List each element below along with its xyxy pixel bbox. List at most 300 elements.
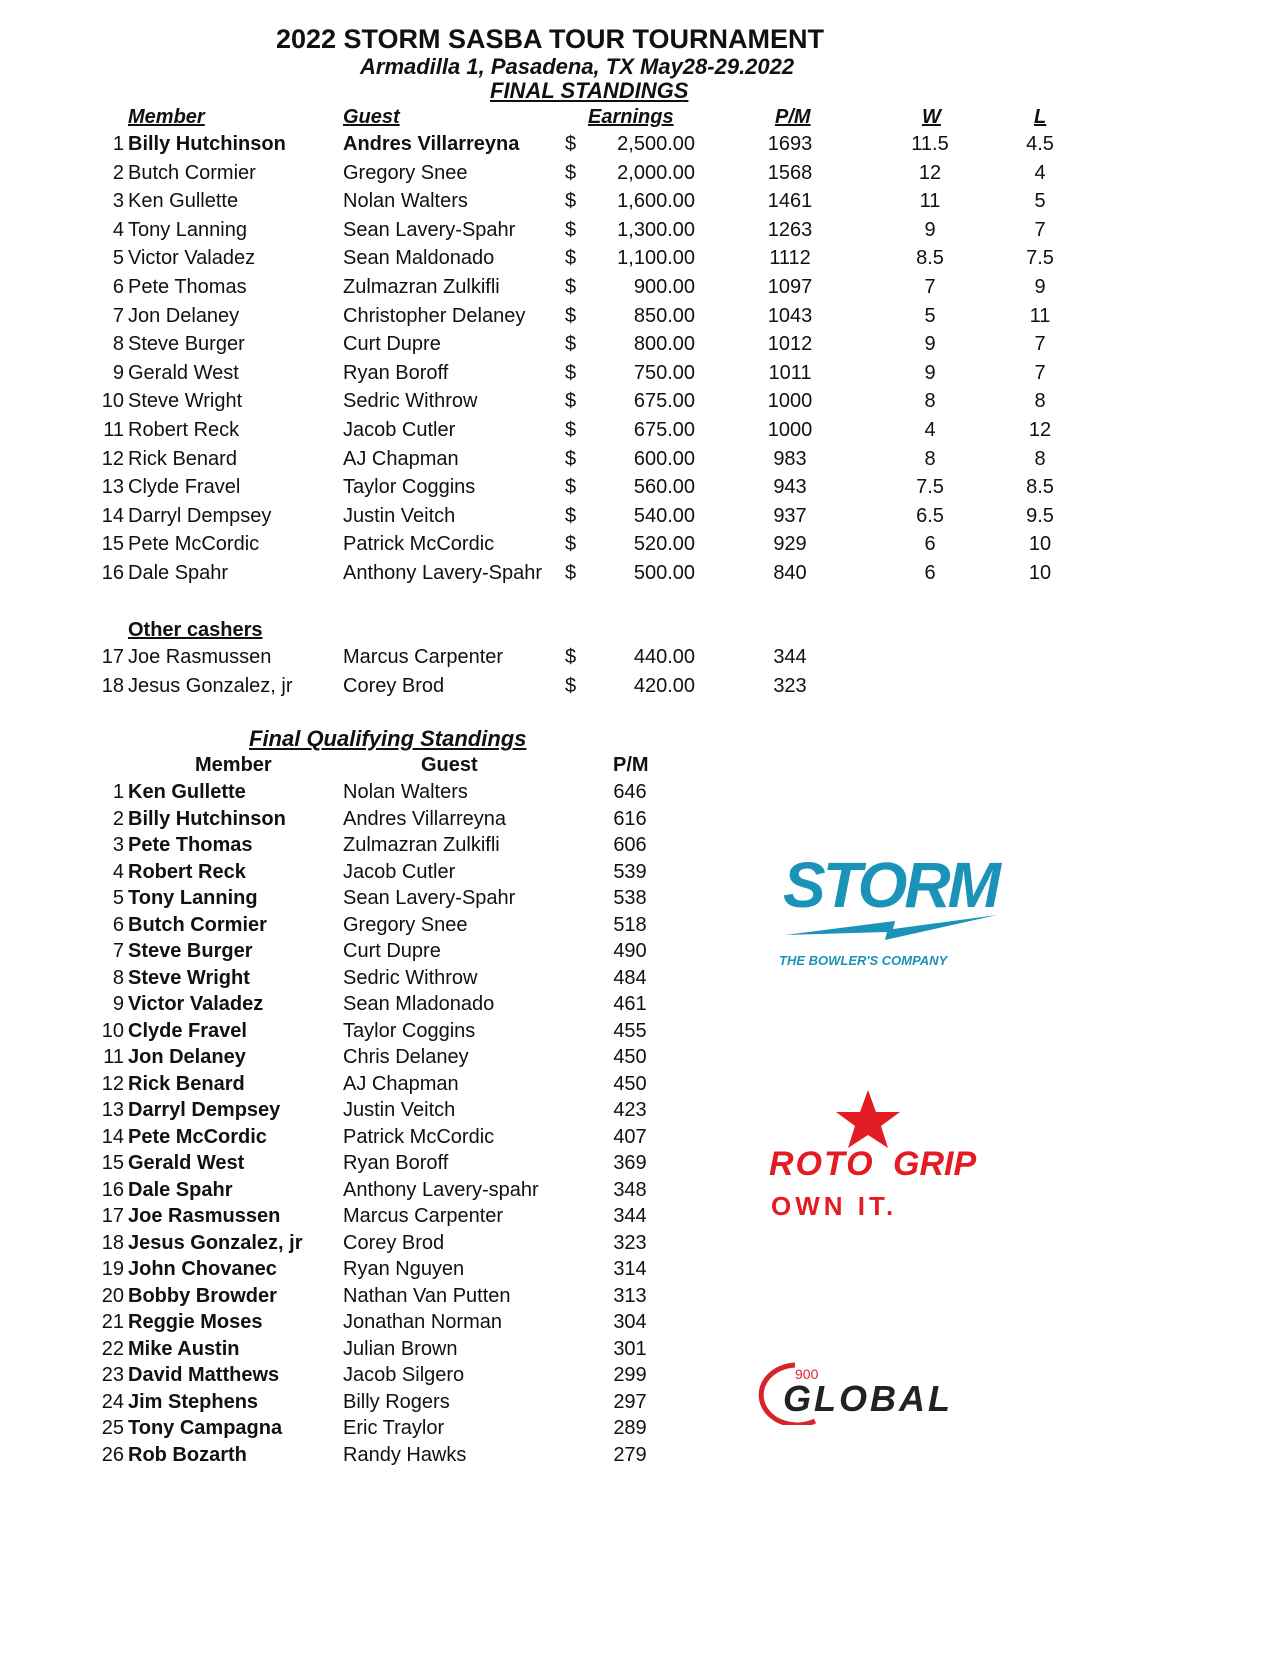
losses-cell: 5 <box>1034 190 1046 213</box>
global900-logo <box>755 1355 1055 1425</box>
pm-cell: 929 <box>773 533 807 556</box>
wins-cell: 5 <box>924 304 936 327</box>
rank-cell: 9 <box>112 361 124 384</box>
q-col-header-member: Member <box>195 754 272 776</box>
losses-cell: 8 <box>1034 447 1046 470</box>
pm-cell: 348 <box>613 1178 647 1201</box>
guest-cell: Julian Brown <box>343 1337 458 1360</box>
table-row <box>0 1152 700 1178</box>
wins-cell: 8 <box>924 447 936 470</box>
pm-cell: 1693 <box>767 133 813 155</box>
pm-cell: 606 <box>613 834 647 856</box>
global900-logo-graphic <box>755 1355 1055 1425</box>
member-cell: Pete Thomas <box>128 276 247 298</box>
pm-cell: 423 <box>613 1099 647 1121</box>
member-cell: Jesus Gonzalez, jr <box>128 1231 303 1254</box>
rank-cell: 21 <box>101 1311 124 1333</box>
pm-cell: 1568 <box>767 161 813 184</box>
storm-logo-graphic <box>775 845 1015 975</box>
guest-cell: Sean Mladonado <box>343 993 495 1015</box>
table-row <box>0 247 1276 275</box>
member-cell: Robert Reck <box>128 419 240 441</box>
guest-cell: Jacob Silgero <box>343 1364 465 1386</box>
table-row <box>0 390 1276 418</box>
table-row <box>0 1444 700 1470</box>
table-row <box>0 1338 700 1364</box>
rank-cell: 4 <box>112 218 124 241</box>
table-row <box>0 967 700 993</box>
member-cell: Pete McCordic <box>128 1125 267 1148</box>
table-row <box>0 1258 700 1284</box>
table-row <box>0 887 700 913</box>
member-cell: Steve Burger <box>128 940 253 962</box>
losses-cell: 7 <box>1034 333 1046 356</box>
pm-cell: 289 <box>613 1417 647 1439</box>
member-cell: Jim Stephens <box>128 1390 259 1413</box>
member-cell: Ken Gullette <box>128 190 239 213</box>
guest-cell: Christopher Delaney <box>343 304 526 327</box>
pm-cell: 1000 <box>767 419 813 441</box>
q-col-header-guest: Guest <box>421 754 478 776</box>
member-cell: Reggie Moses <box>128 1311 263 1333</box>
pm-cell: 407 <box>613 1125 647 1148</box>
pm-cell: 344 <box>613 1205 647 1227</box>
losses-cell: 7.5 <box>1026 247 1054 270</box>
rank-cell: 25 <box>101 1417 124 1439</box>
earnings-cell: 560.00 <box>633 476 695 499</box>
table-row <box>0 1311 700 1337</box>
guest-cell: Nathan Van Putten <box>343 1284 511 1307</box>
earnings-cell: 1,600.00 <box>617 190 695 213</box>
rank-cell: 6 <box>112 276 124 298</box>
member-cell: Steve Wright <box>128 966 250 989</box>
storm-logo <box>775 845 1015 975</box>
table-row <box>0 861 700 887</box>
dollar-sign: $ <box>565 419 577 441</box>
dollar-sign: $ <box>565 276 577 298</box>
rank-cell: 16 <box>101 562 124 584</box>
guest-cell: Curt Dupre <box>343 940 441 962</box>
table-row <box>0 333 1276 361</box>
pm-cell: 369 <box>613 1152 647 1174</box>
guest-cell: Ryan Boroff <box>343 1152 449 1174</box>
member-cell: Billy Hutchinson <box>128 807 286 830</box>
member-cell: Rob Bozarth <box>128 1443 247 1466</box>
member-cell: Joe Rasmussen <box>128 1205 281 1227</box>
rank-cell: 13 <box>101 1099 124 1121</box>
member-cell: Clyde Fravel <box>128 1019 247 1042</box>
rotogrip-line2: GRIP <box>893 1145 977 1183</box>
table-row <box>0 190 1276 218</box>
dollar-sign: $ <box>565 562 577 584</box>
losses-cell: 9.5 <box>1026 504 1054 527</box>
losses-cell: 11 <box>1029 304 1051 327</box>
pm-cell: 1112 <box>769 247 811 270</box>
losses-cell: 4 <box>1034 161 1046 184</box>
table-row <box>0 305 1276 333</box>
losses-cell: 7 <box>1034 361 1046 384</box>
guest-cell: Patrick McCordic <box>343 533 495 556</box>
guest-cell: Anthony Lavery-Spahr <box>343 562 543 584</box>
table-row <box>0 808 700 834</box>
losses-cell: 8 <box>1034 390 1046 413</box>
member-cell: Tony Lanning <box>128 218 247 241</box>
pm-cell: 1263 <box>767 218 813 241</box>
member-cell: Victor Valadez <box>128 993 264 1015</box>
table-row <box>0 1285 700 1311</box>
guest-cell: AJ Chapman <box>343 1072 459 1095</box>
document-title: 2022 STORM SASBA TOUR TOURNAMENT <box>275 24 825 54</box>
member-cell: Ken Gullette <box>128 781 246 803</box>
earnings-cell: 2,000.00 <box>617 161 695 184</box>
guest-cell: Sedric Withrow <box>343 966 478 989</box>
member-cell: David Matthews <box>128 1364 280 1386</box>
table-row <box>0 914 700 940</box>
pm-cell: 539 <box>613 860 647 883</box>
pm-cell: 1461 <box>767 190 813 213</box>
table-row <box>0 646 1276 674</box>
col-header-l: L <box>1034 106 1047 128</box>
table-row <box>0 834 700 860</box>
pm-cell: 1097 <box>767 276 813 298</box>
pm-cell: 1000 <box>767 390 813 413</box>
dollar-sign: $ <box>565 674 577 697</box>
dollar-sign: $ <box>565 361 577 384</box>
earnings-cell: 500.00 <box>633 562 695 584</box>
losses-cell: 7 <box>1034 218 1046 241</box>
wins-cell: 8 <box>924 390 936 413</box>
dollar-sign: $ <box>565 333 577 356</box>
guest-cell: Chris Delaney <box>343 1046 469 1068</box>
table-row <box>0 1099 700 1125</box>
q-col-header-pm: P/M <box>613 754 649 776</box>
guest-cell: Eric Traylor <box>343 1417 445 1439</box>
rank-cell: 15 <box>101 1152 124 1174</box>
member-cell: Clyde Fravel <box>128 476 241 499</box>
rank-cell: 12 <box>101 1072 124 1095</box>
member-cell: Darryl Dempsey <box>128 504 272 527</box>
member-cell: Tony Campagna <box>128 1417 283 1439</box>
dollar-sign: $ <box>565 533 577 556</box>
pm-cell: 943 <box>773 476 807 499</box>
wins-cell: 7 <box>924 276 936 298</box>
member-cell: Jon Delaney <box>128 1046 246 1068</box>
member-cell: Victor Valadez <box>128 247 256 270</box>
earnings-cell: 750.00 <box>633 361 695 384</box>
rank-cell: 11 <box>103 1046 124 1068</box>
pm-cell: 297 <box>613 1390 647 1413</box>
earnings-cell: 600.00 <box>633 447 695 470</box>
dollar-sign: $ <box>565 161 577 184</box>
earnings-cell: 520.00 <box>633 533 695 556</box>
dollar-sign: $ <box>565 390 577 413</box>
guest-cell: Taylor Coggins <box>343 1019 476 1042</box>
wins-cell: 11 <box>919 190 941 213</box>
earnings-cell: 2,500.00 <box>617 133 695 155</box>
member-cell: Robert Reck <box>128 860 246 883</box>
earnings-cell: 1,300.00 <box>617 218 695 241</box>
pm-cell: 937 <box>773 504 807 527</box>
guest-cell: Gregory Snee <box>343 913 468 936</box>
guest-cell: Anthony Lavery-spahr <box>343 1178 539 1201</box>
rank-cell: 9 <box>112 993 124 1015</box>
dollar-sign: $ <box>565 504 577 527</box>
wins-cell: 6.5 <box>916 504 944 527</box>
guest-cell: Nolan Walters <box>343 781 468 803</box>
earnings-cell: 800.00 <box>633 333 695 356</box>
earnings-cell: 850.00 <box>633 304 695 327</box>
guest-cell: Billy Rogers <box>343 1390 450 1413</box>
rank-cell: 26 <box>101 1443 124 1466</box>
table-row <box>0 993 700 1019</box>
table-row <box>0 162 1276 190</box>
rank-cell: 2 <box>112 161 124 184</box>
rotogrip-line1: ROTO <box>769 1145 875 1183</box>
earnings-cell: 900.00 <box>633 276 695 298</box>
pm-cell: 840 <box>773 562 807 584</box>
pm-cell: 279 <box>613 1443 647 1466</box>
pm-cell: 344 <box>773 646 807 668</box>
losses-cell: 10 <box>1028 562 1052 584</box>
guest-cell: Justin Veitch <box>343 504 456 527</box>
table-row <box>0 1046 700 1072</box>
member-cell: Joe Rasmussen <box>128 646 272 668</box>
guest-cell: Nolan Walters <box>343 190 468 213</box>
pm-cell: 538 <box>613 887 647 909</box>
rank-cell: 24 <box>101 1390 124 1413</box>
pm-cell: 313 <box>613 1284 647 1307</box>
wins-cell: 6 <box>924 562 936 584</box>
storm-tagline: THE BOWLER'S COMPANY <box>779 953 948 968</box>
rank-cell: 8 <box>112 966 124 989</box>
table-row <box>0 476 1276 504</box>
wins-cell: 7.5 <box>916 476 944 499</box>
wins-cell: 8.5 <box>916 247 944 270</box>
table-row <box>0 1020 700 1046</box>
pm-cell: 314 <box>613 1258 647 1280</box>
dollar-sign: $ <box>565 447 577 470</box>
member-cell: Butch Cormier <box>128 913 267 936</box>
member-cell: Billy Hutchinson <box>128 133 286 155</box>
dollar-sign: $ <box>565 476 577 499</box>
pm-cell: 1043 <box>767 304 813 327</box>
rank-cell: 8 <box>112 333 124 356</box>
member-cell: Gerald West <box>128 361 239 384</box>
guest-cell: Marcus Carpenter <box>343 646 504 668</box>
table-row <box>0 1126 700 1152</box>
wins-cell: 6 <box>924 533 936 556</box>
pm-cell: 518 <box>613 913 647 936</box>
earnings-cell: 440.00 <box>633 646 695 668</box>
member-cell: Rick Benard <box>128 1072 245 1095</box>
rank-cell: 6 <box>112 913 124 936</box>
pm-cell: 1012 <box>767 333 813 356</box>
guest-cell: Jonathan Norman <box>343 1311 502 1333</box>
member-cell: Steve Wright <box>128 390 243 413</box>
guest-cell: Taylor Coggins <box>343 476 476 499</box>
guest-cell: AJ Chapman <box>343 447 459 470</box>
member-cell: Mike Austin <box>128 1337 240 1360</box>
rank-cell: 5 <box>112 247 124 270</box>
wins-cell: 12 <box>918 161 942 184</box>
rank-cell: 1 <box>112 781 124 803</box>
member-cell: Dale Spahr <box>128 1178 233 1201</box>
dollar-sign: $ <box>565 646 577 668</box>
dollar-sign: $ <box>565 190 577 213</box>
member-cell: Pete Thomas <box>128 834 253 856</box>
rank-cell: 17 <box>101 1205 124 1227</box>
pm-cell: 1011 <box>768 361 812 384</box>
other-cashers-label: Other cashers <box>128 619 263 641</box>
member-cell: Gerald West <box>128 1152 245 1174</box>
rotogrip-logo-graphic <box>765 1090 1005 1225</box>
global900-wordmark: GLOBAL <box>783 1378 953 1419</box>
pm-cell: 484 <box>613 966 647 989</box>
section-title-final-standings: FINAL STANDINGS <box>490 78 689 103</box>
col-header-earnings: Earnings <box>588 106 674 128</box>
pm-cell: 299 <box>613 1364 647 1386</box>
earnings-cell: 420.00 <box>633 674 695 697</box>
rank-cell: 15 <box>101 533 124 556</box>
losses-cell: 8.5 <box>1026 476 1054 499</box>
table-row <box>0 1391 700 1417</box>
table-row <box>0 1232 700 1258</box>
guest-cell: Zulmazran Zulkifli <box>343 276 500 298</box>
member-cell: Pete McCordic <box>128 533 260 556</box>
guest-cell: Curt Dupre <box>343 333 441 356</box>
guest-cell: Sean Maldonado <box>343 247 495 270</box>
losses-cell: 4.5 <box>1026 133 1054 155</box>
dollar-sign: $ <box>565 247 577 270</box>
table-row <box>0 133 1276 161</box>
rank-cell: 17 <box>101 646 124 668</box>
guest-cell: Sean Lavery-Spahr <box>343 218 516 241</box>
earnings-cell: 675.00 <box>633 419 695 441</box>
pm-cell: 646 <box>613 781 647 803</box>
table-row <box>0 276 1276 304</box>
table-row <box>0 505 1276 533</box>
rank-cell: 3 <box>112 834 124 856</box>
rank-cell: 18 <box>101 674 124 697</box>
guest-cell: Corey Brod <box>343 674 445 697</box>
earnings-cell: 540.00 <box>633 504 695 527</box>
table-row <box>0 1417 700 1443</box>
rank-cell: 2 <box>112 807 124 830</box>
rank-cell: 7 <box>112 304 124 327</box>
guest-cell: Marcus Carpenter <box>343 1205 504 1227</box>
rank-cell: 22 <box>101 1337 124 1360</box>
guest-cell: Ryan Boroff <box>343 361 449 384</box>
pm-cell: 323 <box>773 674 807 697</box>
member-cell: Tony Lanning <box>128 887 258 909</box>
dollar-sign: $ <box>565 304 577 327</box>
guest-cell: Patrick McCordic <box>343 1125 495 1148</box>
pm-cell: 323 <box>613 1231 647 1254</box>
rank-cell: 13 <box>101 476 124 499</box>
table-row <box>0 1179 700 1205</box>
pm-cell: 304 <box>613 1311 647 1333</box>
table-row <box>0 781 700 807</box>
rank-cell: 4 <box>112 860 124 883</box>
losses-cell: 10 <box>1028 533 1052 556</box>
dollar-sign: $ <box>565 218 577 241</box>
rank-cell: 5 <box>112 887 124 909</box>
earnings-cell: 675.00 <box>633 390 695 413</box>
star-icon <box>836 1090 900 1148</box>
table-row <box>0 362 1276 390</box>
wins-cell: 9 <box>924 333 936 356</box>
guest-cell: Sedric Withrow <box>343 390 478 413</box>
rotogrip-tagline: OWN IT. <box>771 1191 898 1221</box>
col-header-member: Member <box>128 106 205 128</box>
rank-cell: 1 <box>112 133 124 155</box>
rank-cell: 14 <box>101 1125 124 1148</box>
member-cell: John Chovanec <box>128 1258 277 1280</box>
losses-cell: 9 <box>1034 276 1046 298</box>
rank-cell: 10 <box>101 1019 124 1042</box>
wins-cell: 4 <box>924 419 936 441</box>
table-row <box>0 562 1276 590</box>
member-cell: Jesus Gonzalez, jr <box>128 674 293 697</box>
rank-cell: 10 <box>101 390 124 413</box>
dollar-sign: $ <box>565 133 577 155</box>
pm-cell: 616 <box>613 807 647 830</box>
table-row <box>0 533 1276 561</box>
qualifying-title: Final Qualifying Standings <box>249 726 527 751</box>
table-row <box>0 1205 700 1231</box>
member-cell: Dale Spahr <box>128 562 229 584</box>
pm-cell: 461 <box>613 993 647 1015</box>
rotogrip-logo <box>765 1090 1005 1225</box>
rank-cell: 18 <box>101 1231 124 1254</box>
table-row <box>0 1073 700 1099</box>
pm-cell: 450 <box>613 1046 647 1068</box>
guest-cell: Ryan Nguyen <box>343 1258 465 1280</box>
guest-cell: Randy Hawks <box>343 1443 467 1466</box>
table-row <box>0 940 700 966</box>
event-location-date: Armadilla 1, Pasadena, TX May28-29.2022 <box>360 54 795 79</box>
table-row <box>0 1364 700 1390</box>
member-cell: Darryl Dempsey <box>128 1099 281 1121</box>
losses-cell: 12 <box>1028 419 1052 441</box>
guest-cell: Jacob Cutler <box>343 419 456 441</box>
rank-cell: 11 <box>103 419 124 441</box>
global900-number: 900 <box>795 1366 819 1382</box>
rank-cell: 19 <box>101 1258 124 1280</box>
pm-cell: 301 <box>613 1337 647 1360</box>
guest-cell: Jacob Cutler <box>343 860 456 883</box>
rank-cell: 20 <box>101 1284 124 1307</box>
rank-cell: 14 <box>101 504 124 527</box>
wins-cell: 11.5 <box>911 133 949 155</box>
guest-cell: Sean Lavery-Spahr <box>343 887 516 909</box>
guest-cell: Zulmazran Zulkifli <box>343 834 500 856</box>
rank-cell: 3 <box>112 190 124 213</box>
guest-cell: Andres Villarreyna <box>343 133 520 155</box>
member-cell: Jon Delaney <box>128 304 240 327</box>
earnings-cell: 1,100.00 <box>617 247 695 270</box>
guest-cell: Justin Veitch <box>343 1099 456 1121</box>
table-row <box>0 675 1276 703</box>
rank-cell: 16 <box>101 1178 124 1201</box>
pm-cell: 455 <box>613 1019 647 1042</box>
guest-cell: Gregory Snee <box>343 161 468 184</box>
col-header-w: W <box>922 106 941 128</box>
guest-cell: Corey Brod <box>343 1231 445 1254</box>
table-row <box>0 419 1276 447</box>
col-header-guest: Guest <box>343 106 400 128</box>
wins-cell: 9 <box>924 218 936 241</box>
